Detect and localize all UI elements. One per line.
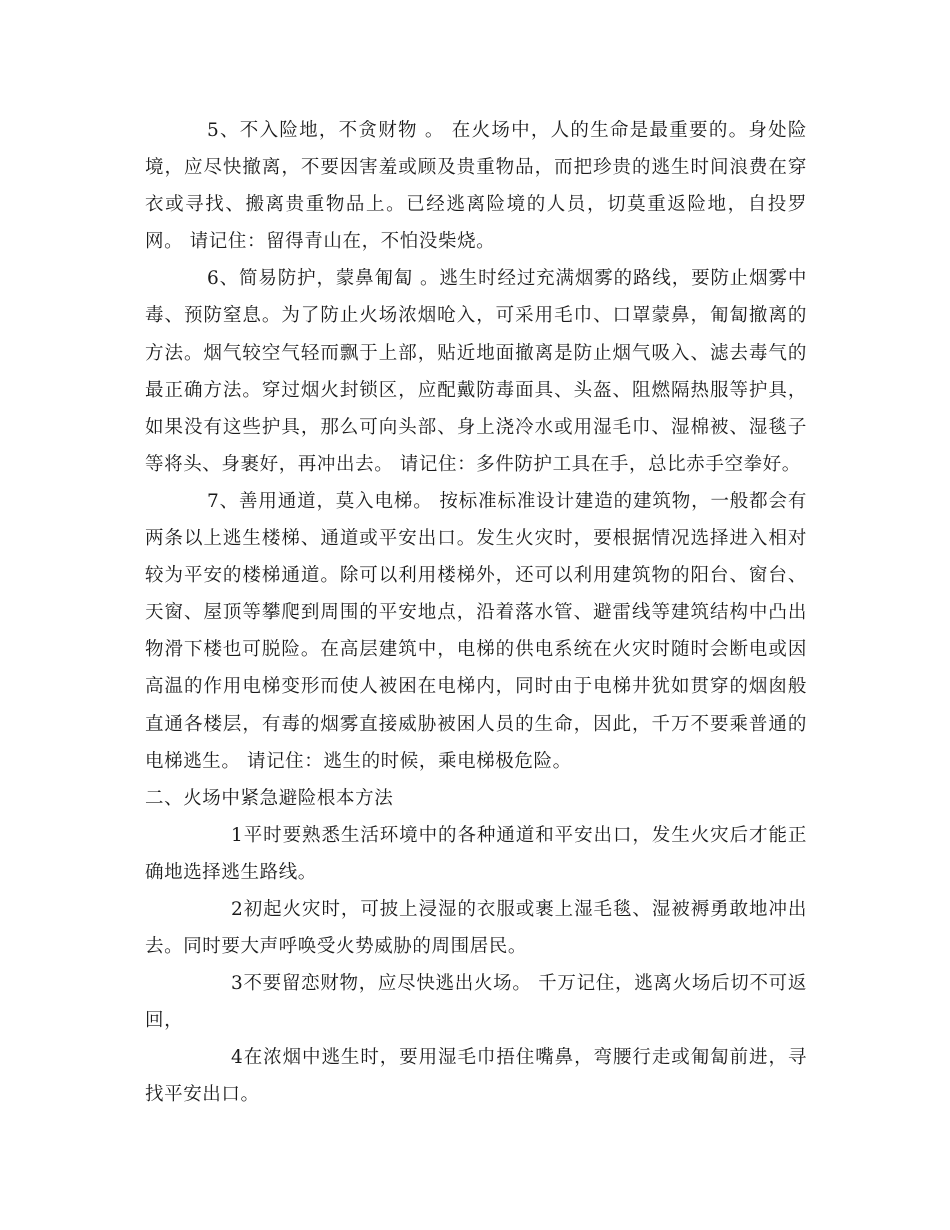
list-item-1: 1平时要熟悉生活环境中的各种通道和平安出口，发生火灾后才能正确地选择逃生路线。 [145, 824, 807, 883]
paragraph-6-simple-protection: 6、简易防护，蒙鼻匍匐 。逃生时经过充满烟雾的路线，要防止烟雾中毒、预防窒息。为了防止火场浓烟呛入，可采用毛巾、口罩蒙鼻，匍匐撤离的方法。烟气较空气轻而飘于上部，贴近地面撤离是防止烟气吸入、滤去毒气的最正确方法。穿过烟火封锁区，应配戴防毒面具、头盔、阻燃隔热服等护具，如果没有这些护具，那么可向头部、身上浇冷水或用湿毛巾、湿棉被、湿毯子等将头、身裹好，再冲出去。 请记住：多件防护工具在手，总比赤手空拳好。 [145, 268, 807, 475]
document-page [145, 112, 807, 1114]
list-item-2: 2初起火灾时，可披上浸湿的衣服或裹上湿毛毯、湿被褥勇敢地冲出去。同时要大声呼唤受火势威胁的周围居民。 [145, 898, 807, 958]
paragraph-7-use-passages: 7、善用通道，莫入电梯。 按标准标准设计建造的建筑物，一般都会有两条以上逃生楼梯、通道或平安出口。发生火灾时，要根据情况选择进入相对较为平安的楼梯通道。除可以利用楼梯外，还可以利用建筑物的阳台、窗台、天窗、屋顶等攀爬到周围的平安地点，沿着落水管、避雷线等建筑结构中凸出物滑下楼也可脱险。在高层建筑中，电梯的供电系统在火灾时随时会断电或因高温的作用电梯变形而使人被困在电梯内，同时由于电梯井犹如贯穿的烟囱般直通各楼层，有毒的烟雾直接威胁被困人员的生命，因此，千万不要乘普通的电梯逃生。 请记住：逃生的时候，乘电梯极危险。 [145, 490, 807, 772]
list-item-3: 3不要留恋财物，应尽快逃出火场。 千万记住，逃离火场后切不可返回， [145, 973, 807, 1032]
list-item-4: 4在浓烟中逃生时，要用湿毛巾捂住嘴鼻，弯腰行走或匍匐前进，寻找平安出口。 [145, 1047, 807, 1106]
paragraph-5-no-danger-zone: 5、不入险地，不贪财物 。 在火场中，人的生命是最重要的。身处险境，应尽快撤离，不要因害羞或顾及贵重物品，而把珍贵的逃生时间浪费在穿衣或寻找、搬离贵重物品上。已经逃离险境的人员，切莫重返险地，自投罗网。 请记住：留得青山在，不怕没柴烧。 [145, 120, 807, 253]
section-heading: 二、火场中紧急避险根本方法 [145, 787, 394, 809]
